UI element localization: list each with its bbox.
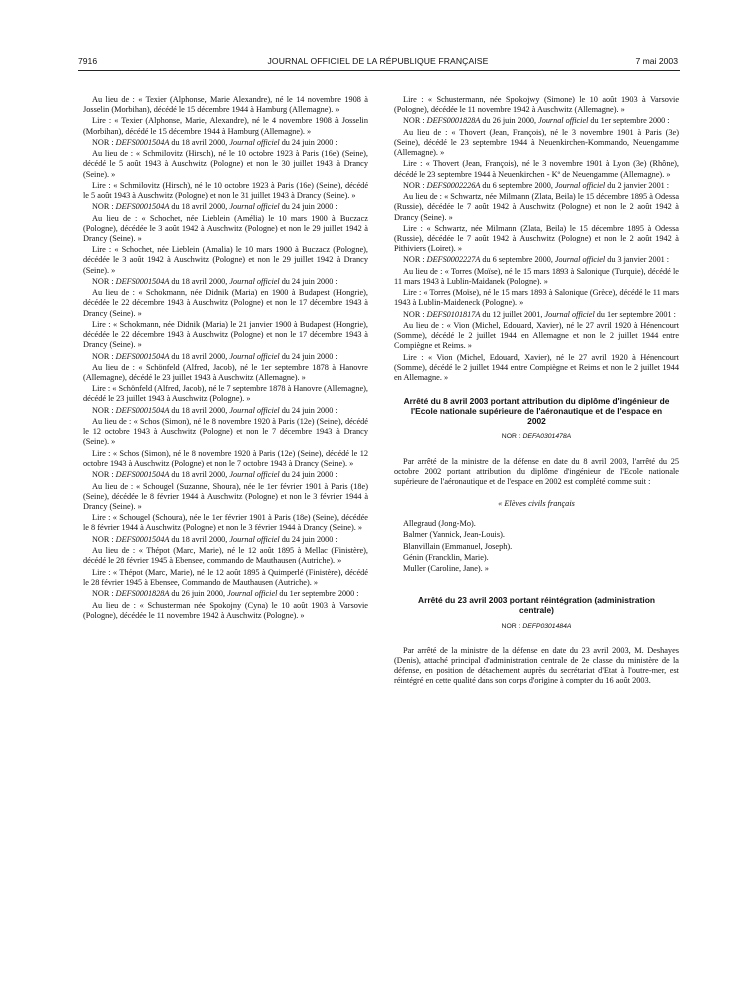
nor-prefix: NOR : <box>403 116 427 126</box>
correction-paragraph: Au lieu de : « Schmilovitz (Hirsch), né le 10 octobre 1923 à Paris (16e) (Seine), décédé le 5 août 1943 à Auschwitz (Pologne) et non le 30 juillet 1943 à Drancy (Seine). » <box>83 149 368 179</box>
nor-prefix: NOR : <box>403 309 427 319</box>
nor-ref: DEFS0001828A <box>115 589 170 599</box>
nor-ref: DEFS0001504A <box>115 137 170 147</box>
correction-paragraph: Lire : « Schochet, née Lieblein (Amalia) le 10 mars 1900 à Buczacz (Pologne), décédée le 3 août 1942 à Auschwitz (Pologne) et non le 29 juillet 1942 à Drancy (Seine). » <box>83 245 368 275</box>
journal-title: JOURNAL OFFICIEL DE LA RÉPUBLIQUE FRANÇAISE <box>267 56 489 66</box>
nor-journal: Journal officiel <box>229 137 280 147</box>
correction-paragraph: Au lieu de : « Schochet, née Lieblein (Amélia) le 10 mars 1900 à Buczacz (Pologne), décédée le 3 août 1942 à Auschwitz (Pologne) et non le 29 juillet 1942 à Drancy (Seine). » <box>83 213 368 243</box>
nor-reference <box>83 138 368 148</box>
header-rule <box>78 70 680 71</box>
nor-mid: du 26 juin 2000, <box>169 589 228 599</box>
left-column <box>83 95 368 622</box>
nor-ref: DEFS0001504A <box>115 534 170 544</box>
correction-paragraph: Au lieu de : « Schougel (Suzanne, Shoura), née le 1er février 1901 à Paris (18e) (Seine), décédée le 8 février 1944 à Auschwitz (Pologne) et non le 3 février 1944 à Drancy (Seine). » <box>83 481 368 511</box>
correction-paragraph: Lire : « Schwartz, née Milmann (Zlata, Beila) le 15 décembre 1895 à Odessa (Russie), décédée le 7 août 1942 à Auschwitz (Pologne) et non le 2 août 1942 à Pithiviers (Loiret). » <box>394 223 679 254</box>
nor-mid: du 12 juillet 2001, <box>480 309 545 319</box>
correction-paragraph: Lire : « Schustermann, née Spokojwy (Simone) le 10 août 1903 à Varsovie (Pologne), décédée le 11 novembre 1942 à Auschwitz (Allemagne). » <box>394 95 679 115</box>
correction-paragraph: Au lieu de : « Schokmann, née Didnik (Maria) en 1900 à Budapest (Hongrie), décédée le 22 décembre 1943 à Auschwitz (Pologne) et non le 17 décembre 1943 à Drancy (Seine). » <box>83 288 368 318</box>
nor-mid: du 26 juin 2000, <box>480 116 539 126</box>
correction-paragraph: Au lieu de : « Vion (Michel, Edouard, Xavier), né le 27 avril 1920 à Hénencourt (Somme), décédé le 2 juillet 1944 en Allemagne et non le 2 juillet 1944 entre Compiègne et Reims. » <box>394 321 679 351</box>
nor-journal: Journal officiel <box>554 255 606 265</box>
decree-reintegration <box>394 596 679 686</box>
nor-journal: Journal officiel <box>544 309 595 319</box>
name-item: Blanvillain (Emmanuel, Joseph). <box>403 541 513 551</box>
nor-journal: Journal officiel <box>229 534 280 544</box>
nor-ref: DEFS0001504A <box>115 405 170 415</box>
issue-date: 7 mai 2003 <box>635 56 678 66</box>
nor-prefix: NOR : <box>92 405 116 415</box>
nor-prefix: NOR : <box>92 202 116 212</box>
nor-suffix: du 1er septembre 2000 : <box>588 116 670 126</box>
correction-paragraph: Au lieu de : « Thépot (Marc, Marie), né le 12 août 1895 à Mellac (Finistère), décédé le 28 février 1945 à Ebensee, commando de Mauthausen (Autriche). » <box>83 546 368 566</box>
nor-journal: Journal officiel <box>229 202 280 212</box>
correction-paragraph: Lire : « Torres (Moïse), né le 15 mars 1893 à Salonique (Grèce), décédé le 11 mars 1943 à Lublin-Maideneck (Pologne). » <box>394 288 679 308</box>
name-item: Balmer (Yannick, Jean-Louis). <box>403 530 505 540</box>
nor-suffix: du 2 janvier 2001 : <box>605 180 670 190</box>
nor-reference <box>83 202 368 212</box>
nor-mid: du 18 avril 2000, <box>169 405 230 415</box>
corrections-continued <box>394 95 679 383</box>
correction-paragraph: Au lieu de : « Torres (Moïse), né le 15 mars 1893 à Salonique (Turquie), décédé le 11 mars 1943 à Lublin-Maidanek (Pologne). » <box>394 266 679 286</box>
name-item: Génin (Francklin, Marie). <box>403 552 489 562</box>
nor-reference <box>83 277 368 287</box>
nor-mid: du 6 septembre 2000, <box>480 180 555 190</box>
nor-mid: du 18 avril 2000, <box>169 351 230 361</box>
decree-body: Par arrêté de la ministre de la défense en date du 8 avril 2003, l'arrêté du 25 octobre 2002 portant attribution du diplôme d'ingénieur de l'Ecole nationale supérieure de l'aéronautique et de l'espace en 2002 est complété comme suit : <box>394 456 679 486</box>
nor-mid: du 6 septembre 2000, <box>480 255 555 265</box>
nor-prefix: NOR : <box>92 137 116 147</box>
correction-paragraph: Lire : « Vion (Michel, Edouard, Xavier), né le 27 avril 1920 à Hénencourt (Somme), décédé le 2 juillet 1944 entre Compiègne et Reims et non le 2 juillet 1944 en Allemagne. » <box>394 352 679 382</box>
correction-paragraph: Lire : « Thovert (Jean, François), né le 3 novembre 1901 à Lyon (3e) (Rhône), décédé le 23 septembre 1944 à Neuenkirchen - Kº de Neuengamme (Allemagne). » <box>394 159 679 179</box>
nor-ref: DEFS0001504A <box>115 351 170 361</box>
nor-prefix: NOR : <box>92 351 116 361</box>
nor-journal: Journal officiel <box>229 405 280 415</box>
decree-nor <box>394 432 679 442</box>
correction-paragraph: Au lieu de : « Schusterman née Spokojny (Cyna) le 10 août 1903 à Varsovie (Pologne), décédée le 11 novembre 1942 à Auschwitz (Pologne). » <box>83 600 368 620</box>
nor-ref: DEFP0301484A <box>522 622 572 630</box>
nor-reference <box>83 352 368 362</box>
name-item: Allegraud (Jong-Mo). <box>403 518 476 528</box>
nor-suffix: du 24 juin 2000 : <box>279 202 338 212</box>
decree-diplome <box>394 397 679 574</box>
nor-mid: du 18 avril 2000, <box>169 470 230 480</box>
nor-suffix: du 1er septembre 2001 : <box>594 309 676 319</box>
name-item: Muller (Caroline, Jane). » <box>403 564 489 574</box>
nor-reference <box>394 181 679 191</box>
correction-paragraph: Lire : « Schos (Simon), né le 8 novembre 1920 à Paris (12e) (Seine), décédé le 12 octobre 1943 à Auschwitz (Pologne) et non le 7 octobre 1943 à Drancy (Seine). » <box>83 448 368 468</box>
nor-prefix: NOR : <box>403 255 427 265</box>
page-number: 7916 <box>78 56 98 66</box>
nor-ref: DEFS0001504A <box>115 202 170 212</box>
page-header <box>78 56 678 70</box>
nor-prefix: NOR : <box>403 180 427 190</box>
correction-paragraph: Au lieu de : « Thovert (Jean, François), né le 3 novembre 1901 à Paris (3e) (Seine), décédé le 23 septembre 1944 à Neuenkirchen-Kommando, Neuengamme (Allemagne). » <box>394 127 679 158</box>
correction-paragraph: Au lieu de : « Texier (Alphonse, Marie Alexandre), né le 14 novembre 1908 à Josselin (Morbihan), décédé le 15 décembre 1944 à Hamburg (Allemagne). » <box>83 95 368 115</box>
correction-paragraph: Lire : « Schokmann, née Didnik (Maria) le 21 janvier 1900 à Budapest (Hongrie), décédée le 22 décembre 1943 à Auschwitz (Pologne) et non le 17 décembre 1943 à Drancy (Seine). » <box>83 319 368 350</box>
nor-label: NOR : <box>501 622 523 630</box>
correction-paragraph: Au lieu de : « Schönfeld (Alfred, Jacob), né le 1er septembre 1878 à Hanovre (Allemagne), décédé le 23 juillet 1943 à Auschwitz (Allemagne). » <box>83 362 368 382</box>
nor-suffix: du 1er septembre 2000 : <box>277 589 359 599</box>
nor-journal: Journal officiel <box>229 351 280 361</box>
decree-title: Arrêté du 8 avril 2003 portant attribution du diplôme d'ingénieur de l'Ecole nationale supérieure de l'aéronautique et de l'espace en 2002 <box>403 396 670 426</box>
nor-mid: du 18 avril 2000, <box>169 276 230 286</box>
nor-mid: du 18 avril 2000, <box>169 137 230 147</box>
nor-prefix: NOR : <box>92 589 116 599</box>
nor-suffix: du 24 juin 2000 : <box>279 470 338 480</box>
nor-prefix: NOR : <box>92 276 116 286</box>
nor-mid: du 18 avril 2000, <box>169 534 230 544</box>
nor-reference <box>394 116 679 126</box>
correction-paragraph: Lire : « Schönfeld (Alfred, Jacob), né le 7 septembre 1878 à Hanovre (Allemagne), décédé le 23 juillet 1943 à Auschwitz (Pologne). » <box>83 384 369 404</box>
nor-prefix: NOR : <box>92 470 116 480</box>
nor-journal: Journal officiel <box>538 116 589 126</box>
nor-reference <box>83 406 368 416</box>
name-list <box>394 519 679 574</box>
nor-suffix: du 24 juin 2000 : <box>279 276 338 286</box>
nor-prefix: NOR : <box>92 534 116 544</box>
nor-reference <box>83 589 368 599</box>
nor-mid: du 18 avril 2000, <box>169 202 230 212</box>
nor-ref: DEFS0002227A <box>426 255 481 265</box>
correction-paragraph: Lire : « Texier (Alphonse, Marie, Alexandre), né le 4 novembre 1908 à Josselin (Morbihan), décédé le 15 décembre 1944 à Hamburg (Allemagne). » <box>83 116 368 136</box>
nor-ref: DEFS0101817A <box>426 309 481 319</box>
nor-journal: Journal officiel <box>229 470 280 480</box>
decree-title: Arrêté du 23 avril 2003 portant réintégration (administration centrale) <box>418 595 655 615</box>
nor-ref: DEFS0002226A <box>426 180 481 190</box>
correction-paragraph: Au lieu de : « Schos (Simon), né le 8 novembre 1920 à Paris (12e) (Seine), décédé le 12 octobre 1943 à Auschwitz (Pologne) et non le 7 décembre 1943 à Drancy (Seine). » <box>83 417 368 447</box>
nor-suffix: du 24 juin 2000 : <box>279 137 338 147</box>
correction-paragraph: Lire : « Schmilovitz (Hirsch), né le 10 octobre 1923 à Paris (16e) (Seine), décédé le 5 août 1943 à Auschwitz (Pologne) et non le 31 juillet 1943 à Drancy (Seine). » <box>83 180 368 201</box>
nor-suffix: du 3 janvier 2001 : <box>605 255 670 265</box>
nor-suffix: du 24 juin 2000 : <box>279 351 338 361</box>
decree-nor <box>394 622 679 632</box>
nor-ref: DEFS0001504A <box>115 276 170 286</box>
right-column <box>394 95 679 688</box>
decree-subheading: « Elèves civils français <box>498 498 575 508</box>
nor-journal: Journal officiel <box>227 589 278 599</box>
correction-paragraph: Lire : « Thépot (Marc, Marie), né le 12 août 1895 à Quimperlé (Finistère), décédé le 28 février 1945 à Ebensee, Commando de Mauthausen (Autriche). » <box>83 567 368 587</box>
nor-journal: Journal officiel <box>554 180 606 190</box>
nor-suffix: du 24 juin 2000 : <box>279 534 338 544</box>
nor-suffix: du 24 juin 2000 : <box>279 405 338 415</box>
decree-body: Par arrêté de la ministre de la défense en date du 23 avril 2003, M. Deshayes (Denis), attaché principal d'administration centrale de 2e classe du ministère de la défense, en position de détachement auprès du secrétariat d'Etat à l'outre-mer, est réintégré en cette qualité dans son corps d'origine à compter du 16 août 2003. <box>394 645 679 686</box>
nor-journal: Journal officiel <box>229 276 280 286</box>
correction-paragraph: Au lieu de : « Schwartz, née Milmann (Zlata, Beila) le 15 décembre 1895 à Odessa (Russie), décédée le 7 août 1942 à Auschwitz (Pologne) et non le 2 août 1942 à Drancy (Seine). » <box>394 192 679 222</box>
nor-ref: DEFS0001828A <box>426 116 481 126</box>
nor-reference <box>394 255 679 265</box>
nor-reference <box>83 535 368 545</box>
nor-label: NOR : <box>501 433 523 441</box>
correction-paragraph: Lire : « Schougel (Schoura), née le 1er février 1901 à Paris (18e) (Seine), décédée le 8 février 1944 à Auschwitz (Pologne) et non le 3 février 1944 à Drancy (Seine). » <box>83 513 368 533</box>
nor-reference <box>83 470 368 480</box>
nor-reference <box>394 310 679 320</box>
nor-ref: DEFA0301478A <box>522 433 572 441</box>
nor-ref: DEFS0001504A <box>115 470 170 480</box>
